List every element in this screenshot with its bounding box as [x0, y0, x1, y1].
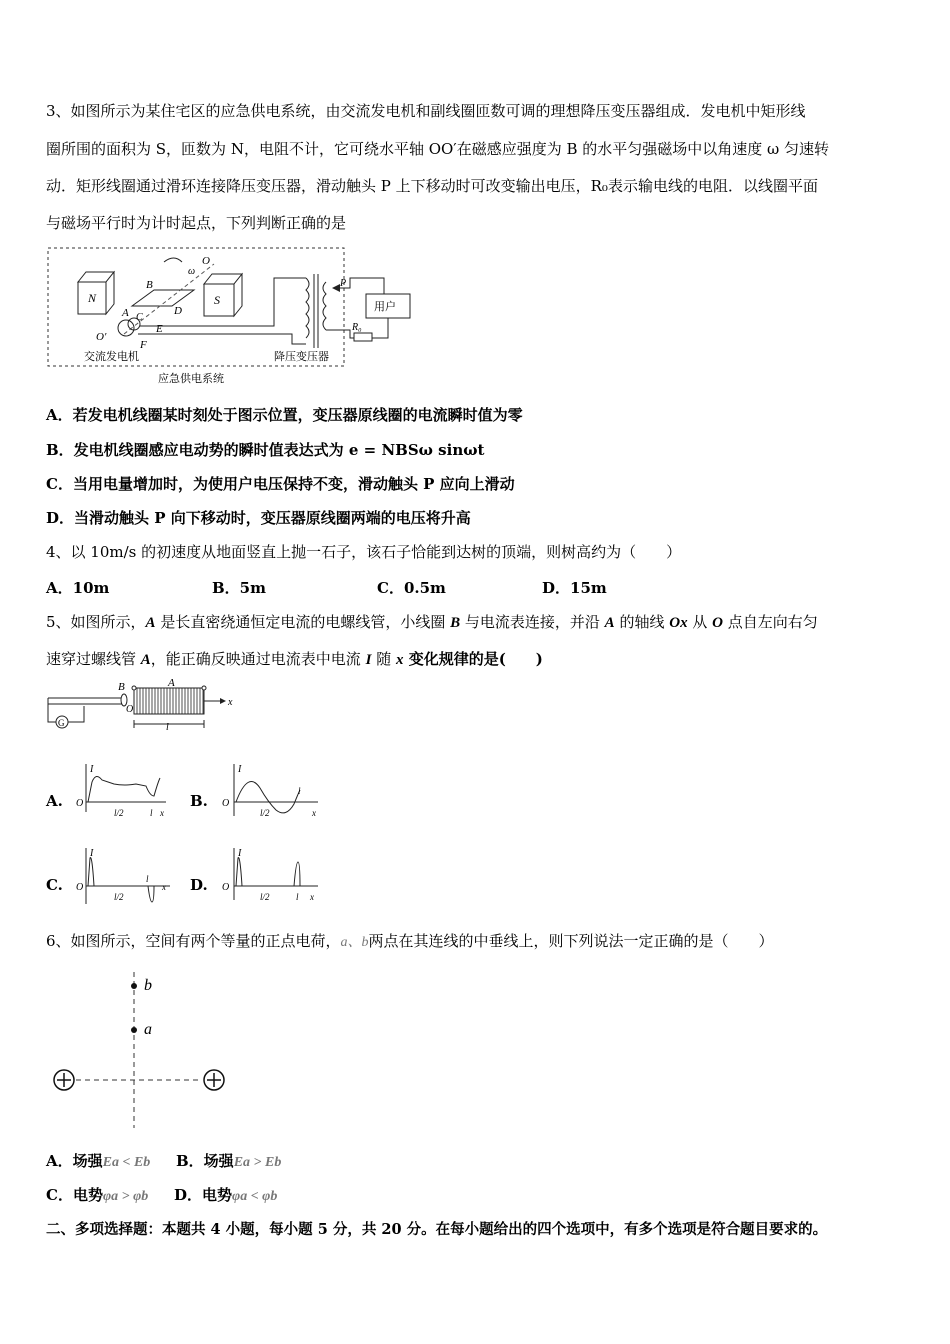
fig3-label-user: 用户 — [374, 301, 396, 313]
q3-line3: 动．矩形线圈通过滑环连接降压变压器，滑动触头 P 上下移动时可改变输出电压，R₀表示输电线的电阻．以线圈平面 — [46, 177, 818, 195]
solenoid-figure — [44, 678, 244, 736]
q6-option-b[interactable]: B．场强Ea > Eb — [176, 1152, 282, 1170]
q6-option-c[interactable]: C．电势φa > φb — [46, 1186, 149, 1204]
q4-option-d[interactable]: D．15m — [542, 579, 607, 597]
q6-text: 6、如图所示，空间有两个等量的正点电荷，a、b两点在其连线的中垂线上，则下列说法一定正确的是（ ） — [46, 932, 774, 950]
svg-text:l: l — [296, 892, 299, 902]
q5-option-b[interactable]: B. — [190, 792, 208, 810]
svg-text:x: x — [160, 808, 164, 818]
q3-line4: 与磁场平行时为计时起点，下列判断正确的是 — [46, 214, 347, 232]
svg-text:x: x — [310, 892, 314, 902]
fig3-label-n: N — [88, 291, 97, 305]
q5-graph-d[interactable] — [220, 844, 324, 906]
fig5-label-b: B — [118, 681, 125, 693]
svg-text:l/2: l/2 — [114, 808, 124, 818]
svg-text:I: I — [90, 764, 94, 775]
q4-text: 4、以 10m/s 的初速度从地面竖直上抛一石子，该石子恰能到达树的顶端，则树高约为（ ） — [46, 543, 682, 561]
svg-text:O: O — [222, 798, 230, 809]
fig6-label-a: a — [144, 1021, 152, 1038]
q3-option-b[interactable]: B．发电机线圈感应电动势的瞬时值表达式为 e = NBSω sinωt — [46, 441, 485, 459]
fig3-label-d: D — [174, 305, 182, 317]
fig3-caption-transformer: 降压变压器 — [274, 351, 329, 363]
fig5-label-o: O — [126, 704, 134, 715]
fig5-label-x: x — [228, 697, 233, 708]
fig3-caption-system: 应急供电系统 — [158, 373, 224, 385]
q5-graph-c[interactable] — [74, 844, 178, 906]
q3-option-c[interactable]: C．当用电量增加时，为使用户电压保持不变，滑动触头 P 应向上滑动 — [46, 475, 515, 493]
svg-text:l: l — [150, 808, 153, 818]
q4-option-b[interactable]: B．5m — [212, 579, 266, 597]
q5-graph-a[interactable] — [74, 760, 174, 820]
point-b — [131, 983, 137, 989]
fig3-label-s: S — [214, 293, 220, 307]
fig3-label-e: E — [156, 323, 163, 335]
fig3-label-a: A — [122, 307, 129, 319]
svg-text:I: I — [238, 764, 242, 775]
point-a — [131, 1027, 137, 1033]
fig3-label-p: P — [340, 278, 347, 289]
q5-option-d[interactable]: D. — [190, 876, 208, 894]
svg-text:O: O — [222, 882, 230, 893]
q3-option-d[interactable]: D．当滑动触头 P 向下移动时，变压器原线圈两端的电压将升高 — [46, 509, 471, 527]
q5-option-a[interactable]: A. — [46, 792, 63, 810]
q4-option-c[interactable]: C．0.5m — [377, 579, 446, 597]
svg-text:x: x — [162, 882, 166, 892]
q3-line2: 圈所围的面积为 S，匝数为 N，电阻不计，它可绕水平轴 OO′在磁感应强度为 B 的水平匀强磁场中以角速度 ω 匀速转 — [46, 140, 830, 158]
svg-text:l/2: l/2 — [114, 892, 124, 902]
fig5-label-g: G — [58, 718, 65, 728]
fig3-label-omega: ω — [188, 266, 196, 277]
q5-line2: 速穿过螺线管 A，能正确反映通过电流表中电流 I 随 x 变化规律的是( ) — [46, 650, 543, 668]
q3-option-a[interactable]: A．若发电机线圈某时刻处于图示位置，变压器原线圈的电流瞬时值为零 — [46, 406, 523, 424]
fig3-label-o-bottom: O′ — [96, 331, 107, 343]
fig3-label-r0: R₀ — [352, 322, 362, 333]
q6-option-a[interactable]: A．场强Ea < Eb — [46, 1152, 151, 1170]
fig6-label-b: b — [144, 977, 152, 994]
fig5-label-a: A — [168, 678, 175, 689]
fig3-label-o-top: O — [202, 255, 210, 267]
generator-transformer-figure — [44, 244, 424, 390]
fig3-label-f: F — [140, 339, 147, 351]
svg-text:l/2: l/2 — [260, 892, 270, 902]
q5-line1: 5、如图所示，A 是长直密绕通恒定电流的电螺线管，小线圈 B 与电流表连接，并沿 A 的轴线 Ox 从 O 点自左向右匀 — [46, 613, 818, 631]
svg-text:I: I — [90, 848, 94, 859]
q6-option-d[interactable]: D．电势φa < φb — [174, 1186, 278, 1204]
fig5-label-l: l — [166, 722, 169, 733]
svg-text:l: l — [146, 874, 149, 884]
q3-line1: 3、如图所示为某住宅区的应急供电系统，由交流发电机和副线圈匝数可调的理想降压变压器组成．发电机中矩形线 — [46, 102, 806, 120]
svg-text:O: O — [76, 798, 84, 809]
charges-figure — [48, 968, 238, 1130]
fig3-label-c: C — [136, 312, 143, 323]
fig3-label-b: B — [146, 279, 153, 291]
svg-text:l: l — [298, 786, 301, 796]
q4-option-a[interactable]: A．10m — [46, 579, 110, 597]
svg-text:l/2: l/2 — [260, 808, 270, 818]
svg-text:O: O — [76, 882, 84, 893]
fig3-caption-generator: 交流发电机 — [84, 351, 139, 363]
q5-graph-b[interactable] — [220, 760, 324, 820]
section2-heading: 二、多项选择题：本题共 4 小题，每小题 5 分，共 20 分。在每小题给出的四个选项中，有多个选项是符合题目要求的。 — [46, 1221, 828, 1238]
q5-option-c[interactable]: C. — [46, 876, 63, 894]
svg-text:I: I — [238, 848, 242, 859]
svg-text:x: x — [312, 808, 316, 818]
